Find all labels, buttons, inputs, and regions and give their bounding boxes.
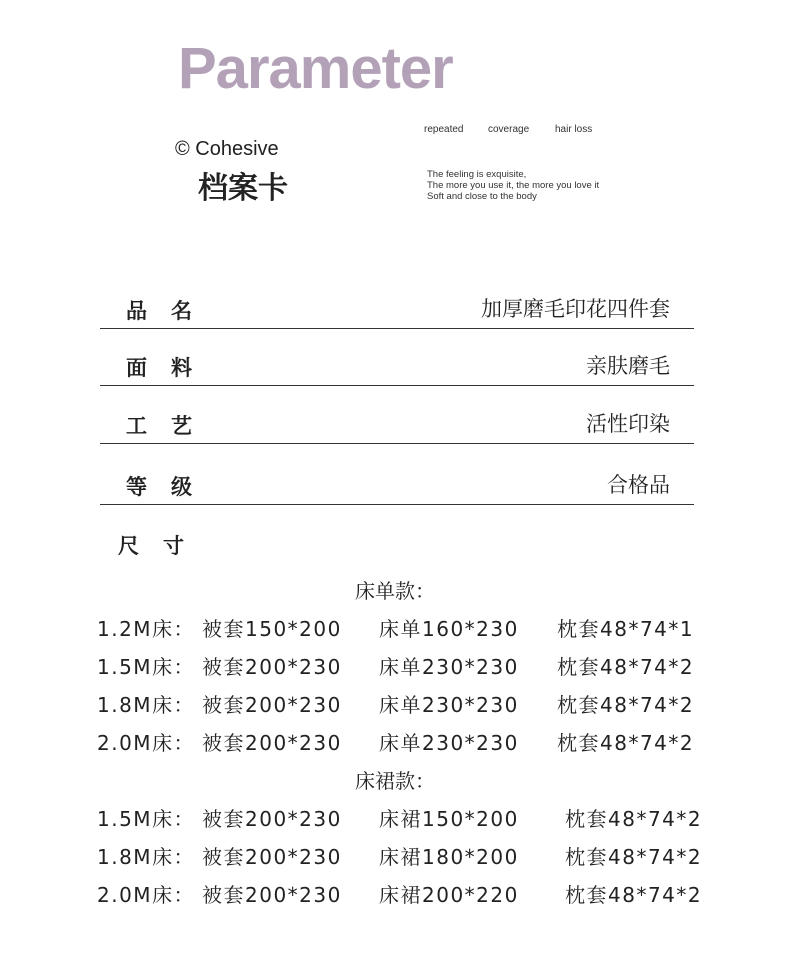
tag-hair-loss: hair loss	[555, 124, 593, 135]
size-heading: 尺寸	[118, 534, 208, 558]
duvet-size: 被套200*230	[202, 845, 342, 869]
param-row-craft	[100, 403, 694, 444]
bed-skirt-size: 床裙180*200	[379, 845, 519, 869]
feature-tags	[424, 125, 592, 135]
param-label: 面料	[126, 356, 216, 380]
tagline-line: Soft and close to the body	[427, 191, 537, 202]
param-value: 加厚磨毛印花四件套	[481, 297, 670, 321]
param-value: 活性印染	[586, 412, 670, 436]
tagline	[427, 169, 599, 202]
size-row	[0, 733, 790, 757]
sheet-size: 床单230*230	[379, 655, 519, 679]
bed-size: 2.0M床：	[97, 883, 196, 907]
size-row	[0, 695, 790, 719]
sheet-size: 床单230*230	[379, 731, 519, 755]
duvet-size: 被套200*230	[202, 883, 342, 907]
size-row	[0, 885, 790, 909]
tag-repeated: repeated	[424, 124, 464, 135]
pillowcase-size: 枕套48*74*2	[557, 731, 695, 755]
tagline-line: The more you use it, the more you love it	[427, 180, 600, 191]
size-row	[0, 619, 790, 643]
duvet-size: 被套150*200	[202, 617, 342, 641]
duvet-size: 被套200*230	[202, 693, 342, 717]
param-value: 合格品	[607, 473, 670, 497]
bed-skirt-size: 床裙200*220	[379, 883, 519, 907]
sheet-size: 床单160*230	[379, 617, 519, 641]
sheet-size: 床单230*230	[379, 693, 519, 717]
tag-coverage: coverage	[488, 124, 530, 135]
param-row-product-name	[100, 288, 694, 329]
pillowcase-size: 枕套48*74*2	[565, 883, 703, 907]
bed-size: 1.8M床：	[97, 693, 196, 717]
bed-size: 1.2M床：	[97, 617, 196, 641]
size-row	[0, 809, 790, 833]
bed-size: 1.5M床：	[97, 807, 196, 831]
param-row-fabric	[100, 345, 694, 386]
skirt-group-title: 床裙款：	[355, 769, 435, 793]
bed-skirt-size: 床裙150*200	[379, 807, 519, 831]
param-label: 品名	[126, 299, 216, 323]
param-row-grade	[100, 464, 694, 505]
page-title: Parameter	[178, 36, 453, 101]
pillowcase-size: 枕套48*74*2	[565, 845, 703, 869]
sheet-group-title: 床单款：	[355, 579, 435, 603]
duvet-size: 被套200*230	[202, 807, 342, 831]
brand-name: © Cohesive	[175, 138, 279, 160]
pillowcase-size: 枕套48*74*2	[557, 693, 695, 717]
tagline-line: The feeling is exquisite,	[427, 169, 527, 180]
param-label: 工艺	[126, 414, 216, 438]
bed-size: 2.0M床：	[97, 731, 196, 755]
pillowcase-size: 枕套48*74*2	[565, 807, 703, 831]
size-row	[0, 847, 790, 871]
param-value: 亲肤磨毛	[586, 354, 670, 378]
duvet-size: 被套200*230	[202, 731, 342, 755]
bed-size: 1.8M床：	[97, 845, 196, 869]
size-row	[0, 657, 790, 681]
pillowcase-size: 枕套48*74*1	[557, 617, 695, 641]
duvet-size: 被套200*230	[202, 655, 342, 679]
param-label: 等级	[126, 475, 216, 499]
bed-size: 1.5M床：	[97, 655, 196, 679]
card-title: 档案卡	[198, 171, 288, 206]
pillowcase-size: 枕套48*74*2	[557, 655, 695, 679]
